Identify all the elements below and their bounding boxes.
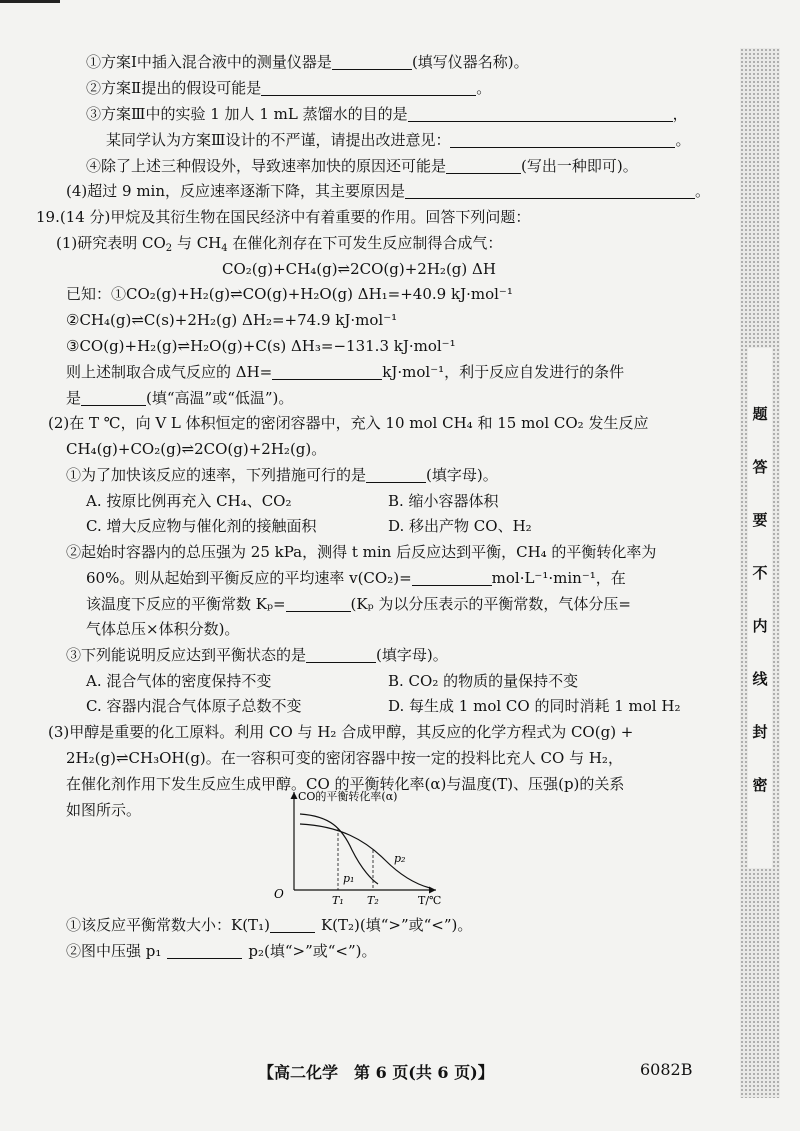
answer-blank[interactable]	[81, 389, 146, 406]
q19-part1-intro: (1)研究表明 $CO_2$ 与 $CH_4$ 在催化剂存在下可发生反应制得合成气：	[56, 234, 503, 254]
q19-part2-s3-hint: (填字母)。	[376, 646, 448, 664]
answer-blank[interactable]	[412, 569, 492, 586]
q19-part2-s3	[66, 644, 448, 666]
s3-option-b: B. CO₂ 的物质的量保持不变	[388, 672, 579, 690]
q19-part3-d: 如图所示。	[66, 801, 142, 819]
answer-blank[interactable]	[306, 646, 376, 663]
seal-char: 题	[752, 405, 768, 423]
option-b: B. 缩小容器体积	[388, 492, 499, 510]
q19-part2-s2c	[86, 593, 631, 615]
q19-part1-ask-text: 则上述制取合成气反应的 ΔH=	[66, 363, 273, 381]
seal-char: 密	[752, 776, 768, 794]
option-d: D. 移出产物 CO、H₂	[388, 517, 532, 535]
p2-label: p₂	[394, 852, 406, 865]
seal-char: 线	[752, 670, 768, 688]
q18-item4-text: ④除了上述三种假设外，导致速率加快的原因还可能是	[86, 157, 447, 175]
t2-label: T₂	[367, 894, 379, 907]
answer-blank[interactable]	[167, 942, 242, 959]
q19-part3-q2-hint: p₂(填“>”或“<”)。	[248, 942, 377, 960]
q18-item2-text: ②方案Ⅱ提出的假设可能是	[86, 79, 262, 97]
s3-option-a: A. 混合气体的密度保持不变	[86, 672, 272, 690]
option-c: C. 增大反应物与催化剂的接触面积	[86, 517, 317, 535]
q19-part2-s2b-text: 60%。则从起始到平衡反应的平均速率 v(CO₂)=	[86, 569, 412, 587]
p1-label: p₁	[343, 872, 355, 885]
q19-part1-ask	[66, 361, 624, 383]
paper-code: 6082B	[640, 1060, 693, 1079]
answer-blank[interactable]	[408, 105, 673, 122]
q18-item1-text: ①方案Ⅰ中插入混合液中的测量仪器是	[86, 53, 332, 71]
q19-part2-s2d: 气体总压×体积分数)。	[86, 620, 240, 638]
q19-part1-ask2	[66, 387, 293, 409]
answer-blank[interactable]	[446, 157, 521, 174]
q19-part3-q1	[66, 914, 472, 936]
conversion-graph	[270, 780, 450, 910]
q19-part2-s1-text: ①为了加快该反应的速率，下列措施可行的是	[66, 466, 367, 484]
main-equation: CO₂(g)+CH₄(g)⇌2CO(g)+2H₂(g) ΔH	[222, 260, 496, 278]
x-axis-label: T/℃	[418, 894, 442, 907]
seal-char: 要	[752, 511, 768, 529]
q19-part3-a: (3)甲醇是重要的化工原料。利用 CO 与 H₂ 合成甲醇，其反应的化学方程式为 CO(g) +	[48, 723, 634, 741]
seal-warning	[748, 403, 772, 795]
q19-part3-q1-hint: K(T₂)(填“>”或“<”)。	[320, 916, 473, 934]
q18-item4	[86, 155, 638, 177]
answer-blank[interactable]	[366, 466, 426, 483]
q18-item3-text: ③方案Ⅲ中的实验 1 加人 1 mL 蒸馏水的目的是	[86, 105, 408, 123]
q19-part2-s2a: ②起始时容器内的总压强为 25 kPa，测得 t min 后反应达到平衡，CH₄ 的平衡转化率为	[66, 543, 657, 561]
q18-item1	[86, 51, 529, 73]
q19-part2-s2b	[86, 567, 626, 589]
q18-item2-end: 。	[476, 79, 492, 97]
q19-part2-s2b-unit: mol·L⁻¹·min⁻¹，在	[491, 569, 626, 587]
page-footer: 【高二化学 第 6 页(共 6 页)】	[258, 1063, 494, 1082]
q19-part3-q1-text: ①该反应平衡常数大小：K(T₁)	[66, 916, 270, 934]
answer-blank[interactable]	[261, 79, 476, 96]
q19-part2-s3-text: ③下列能说明反应达到平衡状态的是	[66, 646, 307, 664]
option-a: A. 按原比例再充入 CH₄、CO₂	[86, 492, 292, 510]
q18-item3-end: ，	[672, 105, 688, 123]
q18-part4-end: 。	[695, 182, 711, 200]
answer-blank[interactable]	[450, 131, 675, 148]
known-equation-3: ③CO(g)+H₂(g)⇌H₂O(g)+C(s) ΔH₃=−131.3 kJ·mol⁻¹	[66, 337, 456, 355]
seal-char: 封	[752, 723, 768, 741]
t1-label: T₁	[332, 894, 344, 907]
q19-part1-text-c: 在催化剂存在下可发生反应制得合成气：	[227, 234, 503, 252]
y-axis-label: CO的平衡转化率(α)	[298, 790, 398, 803]
q18-item3b	[106, 129, 690, 151]
q19-part2-s2c-note: (Kₚ 为以分压表示的平衡常数，气体分压=	[350, 595, 631, 613]
q18-part4	[66, 180, 710, 202]
answer-blank[interactable]	[272, 363, 382, 380]
q19-part2-intro: (2)在 T ℃，向 V L 体积恒定的密闭容器中，充入 10 mol CH₄ 和 15 mol CO₂ 发生反应	[48, 414, 649, 432]
seal-char: 答	[752, 458, 768, 476]
q19-part2-equation: CH₄(g)+CO₂(g)⇌2CO(g)+2H₂(g)。	[66, 440, 327, 458]
q19-part2-s1	[66, 464, 498, 486]
q18-item3	[86, 103, 688, 125]
q19-part1-ask2-hint: (填“高温”或“低温”)。	[146, 389, 294, 407]
q19-part3-c: 在催化剂作用下发生反应生成甲醇。CO 的平衡转化率(α)与温度(T)、压强(p)的关系	[66, 775, 625, 793]
answer-blank[interactable]	[270, 916, 315, 933]
answer-blank[interactable]	[286, 595, 351, 612]
q19-part1-ask2-text: 是	[66, 389, 82, 407]
q19-part3-q2-text: ②图中压强 p₁	[66, 942, 162, 960]
seal-char: 不	[752, 564, 768, 582]
answer-blank[interactable]	[332, 53, 412, 70]
q19-intro: 19.(14 分)甲烷及其衍生物在国民经济中有着重要的作用。回答下列问题：	[36, 208, 531, 226]
q18-item1-hint: (填写仪器名称)。	[411, 53, 529, 71]
q19-part3-b: 2H₂(g)⇌CH₃OH(g)。在一容积可变的密闭容器中按一定的投料比充人 CO 与 H₂，	[66, 749, 623, 767]
answer-blank[interactable]	[405, 182, 695, 199]
seal-char: 内	[752, 617, 768, 635]
q19-part1-ask-unit: kJ·mol⁻¹，利于反应自发进行的条件	[382, 363, 625, 381]
q19-part1-text-b: 与 CH	[172, 234, 222, 252]
s3-option-d: D. 每生成 1 mol CO 的同时消耗 1 mol H₂	[388, 697, 681, 715]
q18-item4-hint: (写出一种即可)。	[521, 157, 638, 175]
q19-part3-q2	[66, 940, 377, 962]
q19-part2-s2c-text: 该温度下反应的平衡常数 Kₚ=	[86, 595, 286, 613]
known-equation-2: ②CH₄(g)⇌C(s)+2H₂(g) ΔH₂=+74.9 kJ·mol⁻¹	[66, 311, 398, 329]
origin-label: O	[274, 887, 284, 901]
q19-part1-text-a: (1)研究表明 CO	[56, 234, 166, 252]
q18-item3b-end: 。	[675, 131, 691, 149]
q18-item2	[86, 77, 491, 99]
q19-part2-s1-hint: (填字母)。	[426, 466, 498, 484]
q18-item3b-text: 某同学认为方案Ⅲ设计的不严谨，请提出改进意见：	[106, 131, 451, 149]
seal-strip	[740, 48, 780, 1098]
curve-p2	[300, 824, 430, 888]
q18-part4-text: (4)超过 9 min，反应速率逐渐下降，其主要原因是	[66, 182, 406, 200]
known-equation-1: 已知：①CO₂(g)+H₂(g)⇌CO(g)+H₂O(g) ΔH₁=+40.9 kJ·mol⁻¹	[66, 285, 513, 303]
s3-option-c: C. 容器内混合气体原子总数不变	[86, 697, 302, 715]
